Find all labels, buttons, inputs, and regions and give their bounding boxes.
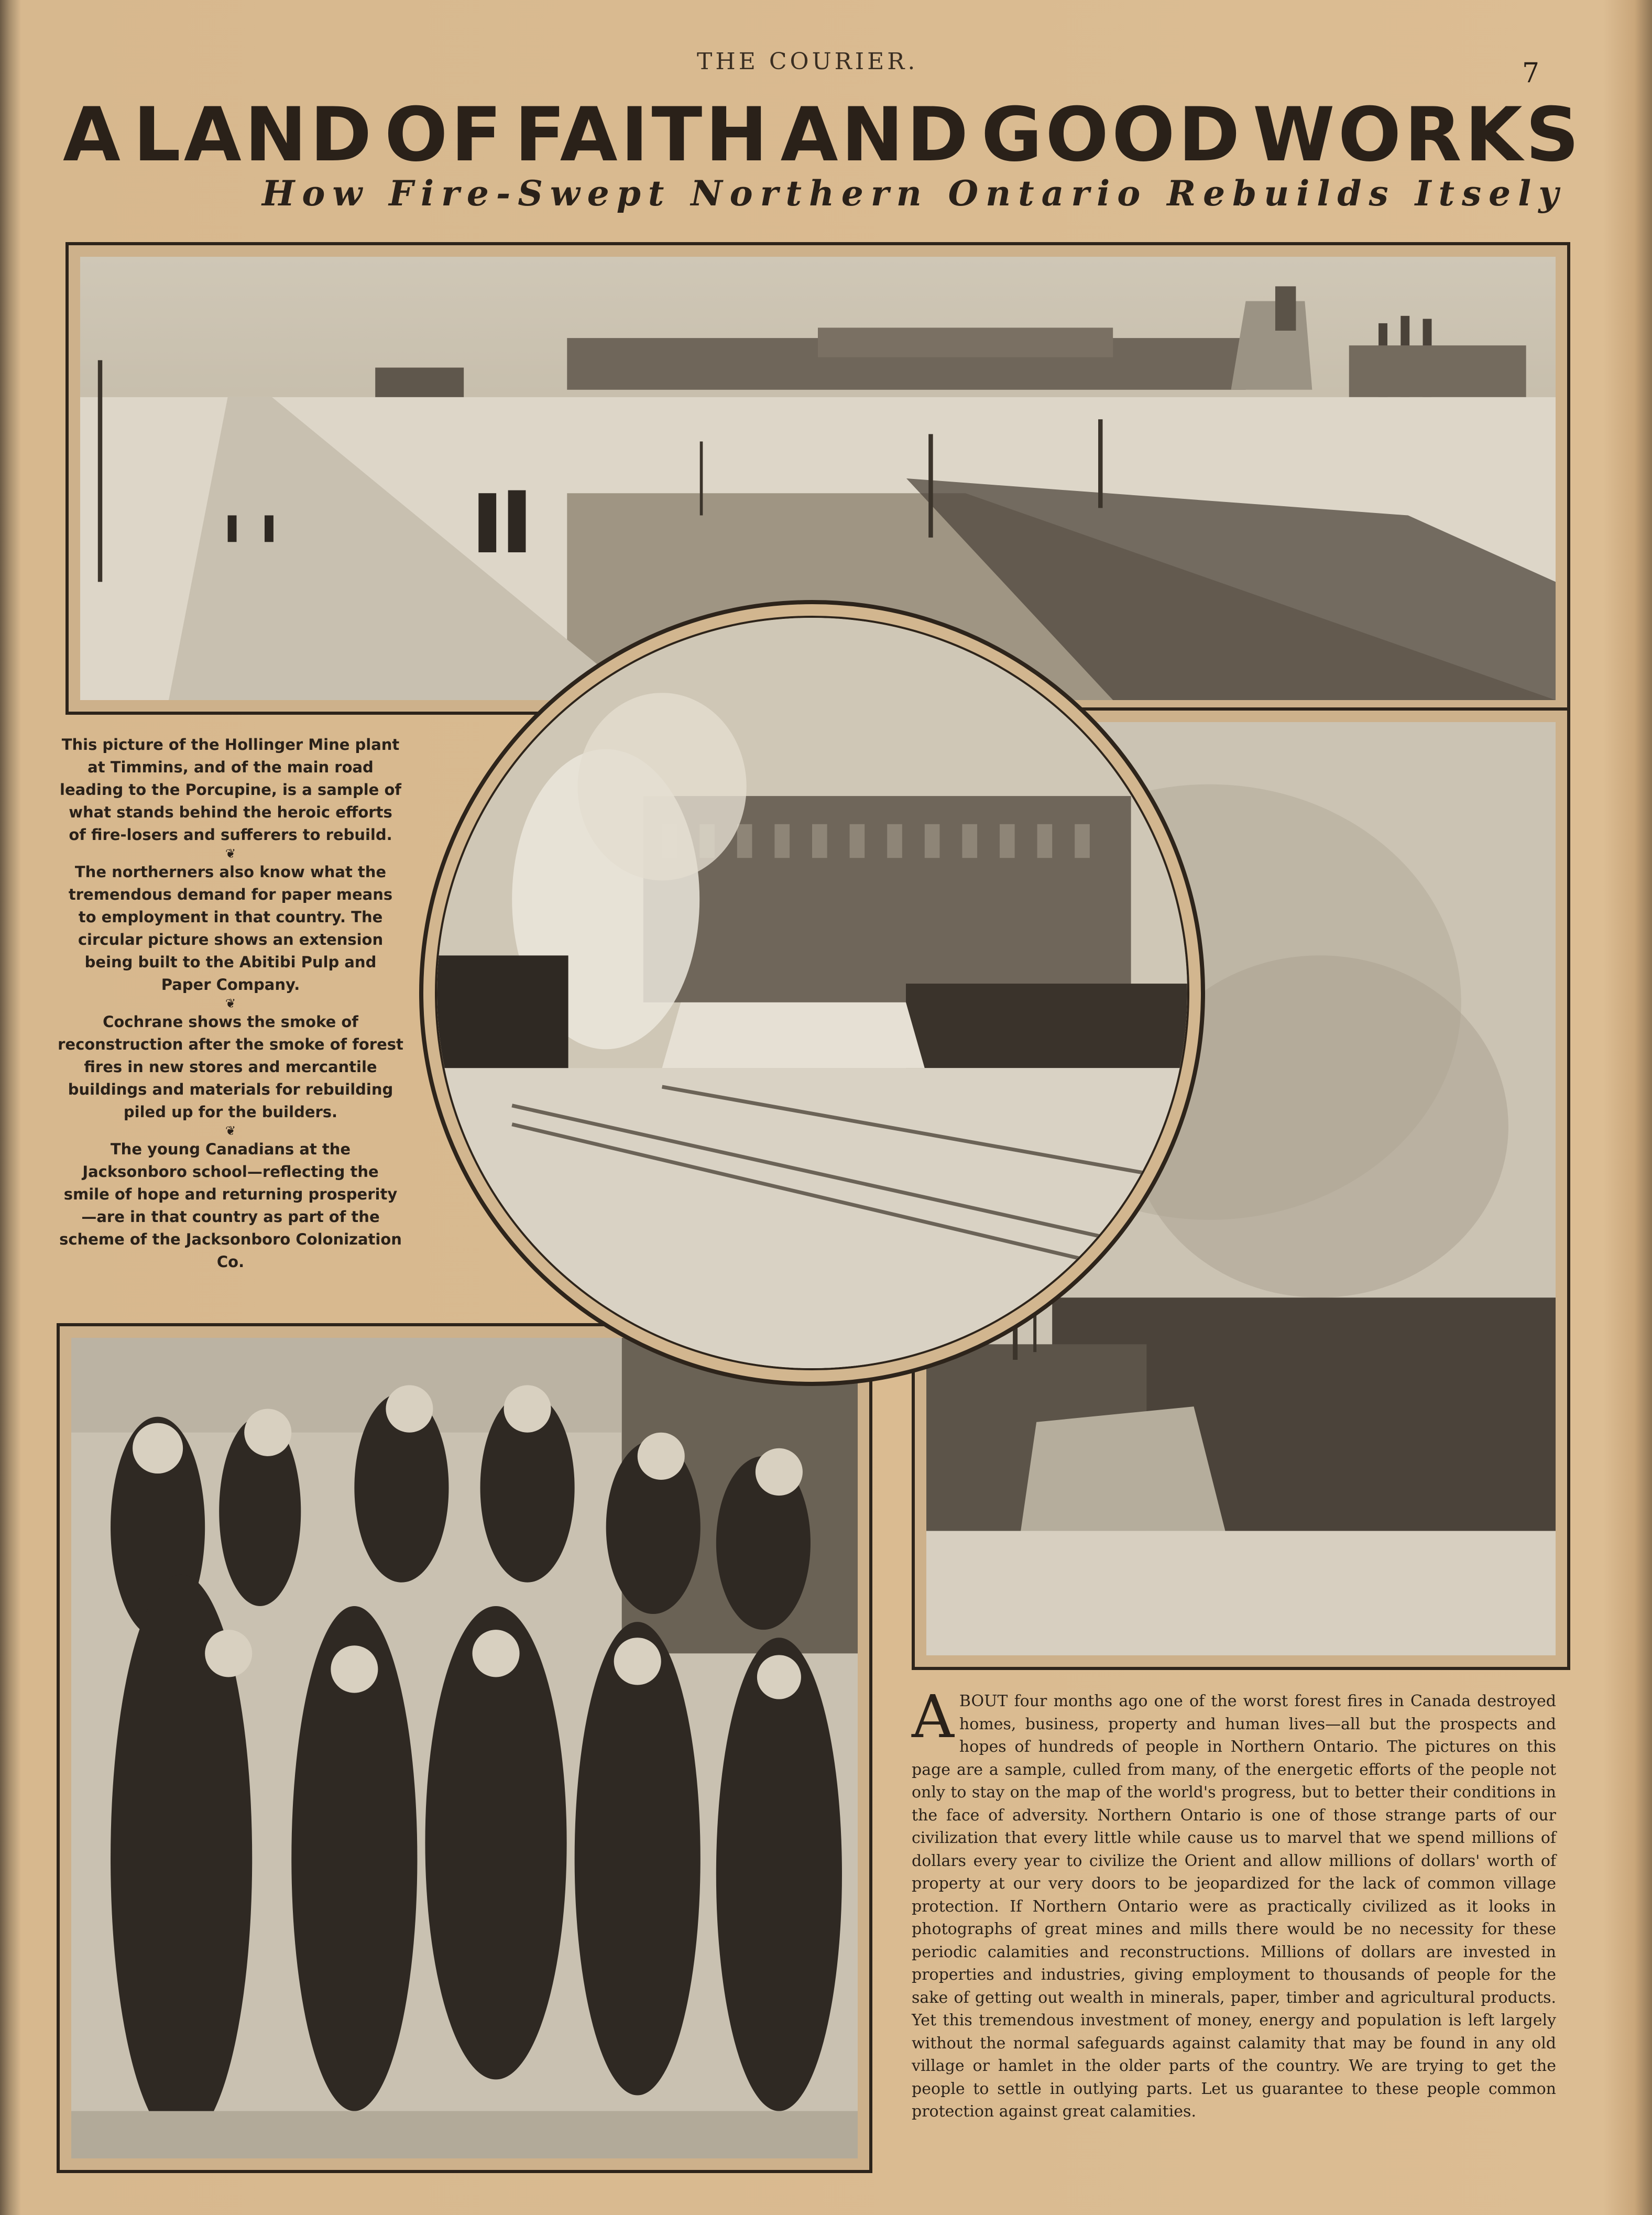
caption-paper-mill: The northerners also know what the tremendous demand for paper means to employment in that country. The circular picture shows an extension being built to the Abitibi Pulp and Paper Company. bbox=[68, 863, 393, 994]
running-head: THE COURIER. bbox=[697, 48, 918, 75]
school-children-image bbox=[71, 1338, 858, 2158]
paper-mill-image bbox=[437, 618, 1187, 1368]
caption-cochrane: Cochrane shows the smoke of reconstruction after the smoke of forest fires in new stores and mercantile buildings and materials for rebuilding piled up for the builders. bbox=[58, 1013, 403, 1121]
headline-word: AND bbox=[780, 92, 972, 178]
ornament-icon: ❦ bbox=[225, 1123, 236, 1138]
headline bbox=[63, 92, 1582, 178]
headline-word: A bbox=[63, 92, 124, 178]
article-text: four months ago one of the worst forest fires in Canada destroyed homes, business, property and human lives—all but the prospects and hopes of hundreds of people in Northern Ontario. The pictures on this page are a sample, culled from many, of the energetic efforts of the people not only to stay on the map of the world's progress, but to better their conditions in the face of adversity. Northern Ontario is one of those strange parts of our civilization that every little while cause us to marvel that we spend millions of dollars every year to civilize the Orient and allow millions of dollars' worth of property at our very doors to be jeopardized for the lack of common village protection. If Northern Ontario were as practically civilized as it looks in photographs of great mines and mills there would be no necessity for these periodic calamities and reconstructions. Millions of dollars are invested in properties and industries, giving employment to thousands of people for the sake of getting out wealth in minerals, paper, timber and agricultural products. Yet this tremendous investment of money, energy and population is left largely without the normal safeguards against calamity that may be found in any old village or hamlet in the older parts of the country. We are trying to get the people to settle in outlying parts. Let us guarantee to these people common protection against great calamities. bbox=[912, 1692, 1556, 2121]
headline-word: WORKS bbox=[1252, 92, 1582, 178]
headline-word: GOOD bbox=[981, 92, 1243, 178]
paper-mill-photo bbox=[435, 616, 1189, 1370]
article-body bbox=[912, 1683, 1556, 2123]
subheadline: How Fire-Swept Northern Ontario Rebuilds Itsely bbox=[262, 173, 1566, 214]
article-lead-word: BOUT bbox=[959, 1692, 1008, 1710]
headline-word: LAND bbox=[133, 92, 375, 178]
paper-mill-circle-frame bbox=[419, 600, 1205, 1386]
photo-captions bbox=[58, 734, 403, 1273]
school-children-photo bbox=[71, 1338, 858, 2158]
headline-word: OF bbox=[384, 92, 505, 178]
ornament-icon: ❦ bbox=[225, 846, 236, 861]
caption-school: The young Canadians at the Jacksonboro school—reflecting the smile of hope and returning prosperity—are in that country as part of the scheme of the Jacksonboro Colonization Co. bbox=[59, 1140, 402, 1271]
headline-word: FAITH bbox=[515, 92, 771, 178]
caption-mine: This picture of the Hollinger Mine plant at Timmins, and of the main road leading to the Porcupine, is a sample of what stands behind the heroic efforts of fire-losers and sufferers to rebuild. bbox=[60, 736, 401, 844]
ornament-icon: ❦ bbox=[225, 996, 236, 1011]
school-photo-frame bbox=[57, 1323, 872, 2173]
page-number: 7 bbox=[1522, 58, 1540, 89]
drop-cap: A bbox=[912, 1683, 954, 1751]
